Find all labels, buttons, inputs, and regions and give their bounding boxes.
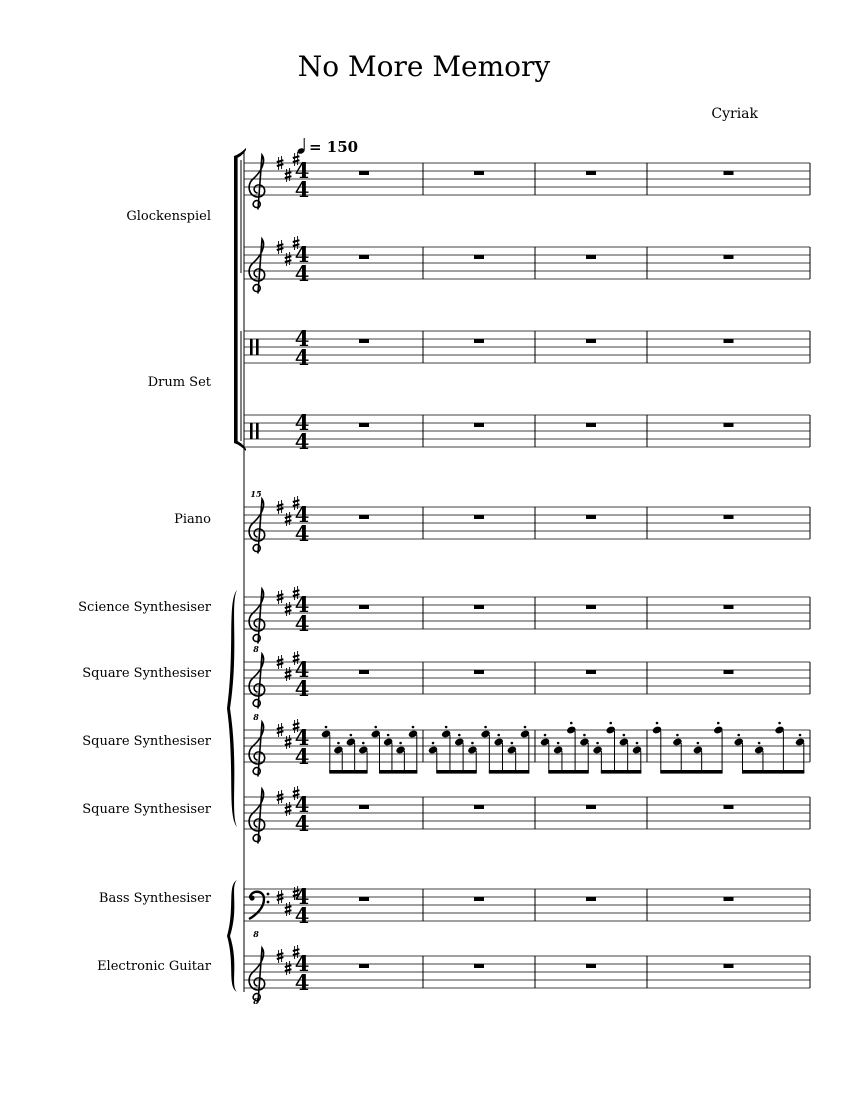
- whole-rest: [724, 670, 734, 674]
- staccato-dot: [362, 742, 365, 745]
- whole-rest: [474, 605, 484, 609]
- whole-rest: [586, 897, 596, 901]
- time-signature-top: 4: [294, 158, 310, 183]
- score-title: No More Memory: [297, 50, 551, 83]
- time-signature-bottom: 4: [294, 970, 310, 995]
- instrument-name: Electronic Guitar: [97, 959, 211, 974]
- staccato-dot: [697, 742, 700, 745]
- time-signature-bottom: 4: [294, 521, 310, 546]
- instrument-name: Square Synthesiser: [82, 734, 211, 749]
- sharp-icon: [285, 168, 292, 182]
- staccato-dot: [458, 734, 461, 737]
- whole-rest: [586, 805, 596, 809]
- staccato-dot: [524, 726, 527, 729]
- beam: [379, 770, 417, 774]
- staccato-dot: [544, 734, 547, 737]
- sharp-icon: [285, 512, 292, 526]
- instrument-name: Drum Set: [147, 375, 211, 390]
- composer-name: Cyriak: [711, 106, 758, 122]
- staccato-dot: [676, 734, 679, 737]
- whole-rest: [474, 897, 484, 901]
- instrument-name: Square Synthesiser: [82, 666, 211, 681]
- whole-rest: [474, 515, 484, 519]
- beam: [660, 770, 722, 774]
- staff: [244, 945, 810, 1006]
- whole-rest: [474, 805, 484, 809]
- staccato-dot: [497, 734, 500, 737]
- sharp-icon: [285, 735, 292, 749]
- percussion-clef-icon: [250, 339, 253, 355]
- whole-rest: [359, 423, 369, 427]
- instrument-name: Glockenspiel: [126, 209, 211, 224]
- staccato-dot: [445, 726, 448, 729]
- staccato-dot: [778, 722, 781, 725]
- time-signature-top: 4: [294, 242, 310, 267]
- whole-rest: [474, 255, 484, 259]
- staff: [244, 152, 810, 209]
- staccato-dot: [374, 726, 377, 729]
- instrument-name: Square Synthesiser: [82, 802, 211, 817]
- clef-octave-mark: 15: [250, 489, 262, 499]
- staccato-dot: [636, 742, 639, 745]
- time-signature-top: 4: [294, 410, 310, 435]
- instrument-name: Piano: [174, 512, 211, 527]
- whole-rest: [586, 171, 596, 175]
- beamed-note-group: [428, 726, 478, 774]
- whole-rest: [359, 897, 369, 901]
- sharp-icon: [285, 602, 292, 616]
- bass-guitar-group-brace: [227, 880, 237, 992]
- sharp-icon: [285, 802, 292, 816]
- beam: [742, 770, 804, 774]
- time-signature-bottom: 4: [294, 903, 310, 928]
- time-signature-bottom: 4: [294, 345, 310, 370]
- whole-rest: [474, 171, 484, 175]
- time-signature-top: 4: [294, 502, 310, 527]
- whole-rest: [586, 255, 596, 259]
- synth-group-brace: [227, 590, 237, 827]
- staccato-dot: [557, 742, 560, 745]
- whole-rest: [474, 339, 484, 343]
- time-signature-top: 4: [294, 657, 310, 682]
- staccato-dot: [399, 742, 402, 745]
- time-signature-top: 4: [294, 725, 310, 750]
- whole-rest: [724, 605, 734, 609]
- group-bracket: [234, 156, 238, 443]
- beam: [489, 770, 529, 774]
- time-signature-bottom: 4: [294, 611, 310, 636]
- whole-rest: [586, 423, 596, 427]
- whole-rest: [724, 515, 734, 519]
- whole-rest: [474, 670, 484, 674]
- instrument-name: Bass Synthesiser: [98, 891, 211, 906]
- staff: [244, 712, 810, 776]
- whole-rest: [586, 670, 596, 674]
- whole-rest: [359, 670, 369, 674]
- whole-rest: [724, 964, 734, 968]
- staccato-dot: [758, 742, 761, 745]
- whole-rest: [359, 171, 369, 175]
- sharp-icon: [285, 667, 292, 681]
- beamed-note-group: [652, 722, 724, 774]
- clef-octave-mark: 8: [253, 644, 259, 654]
- time-signature-top: 4: [294, 326, 310, 351]
- whole-rest: [586, 605, 596, 609]
- whole-rest: [359, 964, 369, 968]
- tempo-value: = 150: [309, 138, 359, 156]
- time-signature-bottom: 4: [294, 429, 310, 454]
- staff: [244, 884, 810, 939]
- beamed-note-group: [733, 722, 805, 774]
- instrument-names: [78, 209, 212, 974]
- staccato-dot: [737, 734, 740, 737]
- staccato-dot: [484, 726, 487, 729]
- whole-rest: [724, 339, 734, 343]
- time-signature-top: 4: [294, 592, 310, 617]
- staccato-dot: [337, 742, 340, 745]
- time-signature-top: 4: [294, 792, 310, 817]
- staccato-dot: [511, 742, 514, 745]
- sharp-icon: [285, 961, 292, 975]
- staccato-dot: [596, 742, 599, 745]
- staccato-dot: [325, 726, 328, 729]
- beam: [601, 770, 641, 774]
- staff: [244, 786, 810, 843]
- staff: [244, 236, 810, 293]
- beamed-note-group: [540, 722, 590, 774]
- staccato-dot: [350, 734, 353, 737]
- staff-system: [244, 152, 810, 1006]
- beam: [548, 770, 588, 774]
- beamed-note-group: [480, 726, 530, 774]
- instrument-name: Science Synthesiser: [78, 600, 211, 615]
- group-brackets: [227, 148, 246, 992]
- tempo-marking: [297, 138, 358, 156]
- staccato-dot: [799, 734, 802, 737]
- time-signature-bottom: 4: [294, 177, 310, 202]
- whole-rest: [724, 897, 734, 901]
- staccato-dot: [471, 742, 474, 745]
- whole-rest: [586, 515, 596, 519]
- whole-rest: [586, 964, 596, 968]
- whole-rest: [474, 964, 484, 968]
- whole-rest: [359, 605, 369, 609]
- staccato-dot: [387, 734, 390, 737]
- whole-rest: [724, 255, 734, 259]
- time-signature-bottom: 4: [294, 744, 310, 769]
- staccato-dot: [623, 734, 626, 737]
- staccato-dot: [656, 722, 659, 725]
- staff: [244, 644, 810, 708]
- sharp-icon: [285, 252, 292, 266]
- clef-octave-mark: 8: [253, 929, 259, 939]
- beamed-note-group: [321, 726, 369, 774]
- whole-rest: [359, 805, 369, 809]
- beam: [436, 770, 476, 774]
- staccato-dot: [432, 742, 435, 745]
- staccato-dot: [412, 726, 415, 729]
- staccato-dot: [609, 722, 612, 725]
- staccato-dot: [570, 722, 573, 725]
- staff: [244, 489, 810, 553]
- time-signature-bottom: 4: [294, 676, 310, 701]
- time-signature-top: 4: [294, 884, 310, 909]
- staccato-dot: [583, 734, 586, 737]
- sharp-icon: [285, 902, 292, 916]
- whole-rest: [586, 339, 596, 343]
- staff: [244, 586, 810, 643]
- whole-rest: [359, 515, 369, 519]
- staccato-dot: [717, 722, 720, 725]
- beam: [329, 770, 367, 774]
- clef-octave-mark: 8: [253, 996, 259, 1006]
- whole-rest: [724, 805, 734, 809]
- time-signature-bottom: 4: [294, 261, 310, 286]
- percussion-clef-icon: [250, 423, 253, 439]
- time-signature-top: 4: [294, 951, 310, 976]
- staff: [244, 410, 810, 454]
- staff: [244, 326, 810, 370]
- whole-rest: [474, 423, 484, 427]
- beamed-note-group: [592, 722, 642, 774]
- whole-rest: [724, 423, 734, 427]
- clef-octave-mark: 8: [253, 712, 259, 722]
- whole-rest: [359, 255, 369, 259]
- time-signature-bottom: 4: [294, 811, 310, 836]
- beamed-note-group: [370, 726, 418, 774]
- whole-rest: [724, 171, 734, 175]
- whole-rest: [359, 339, 369, 343]
